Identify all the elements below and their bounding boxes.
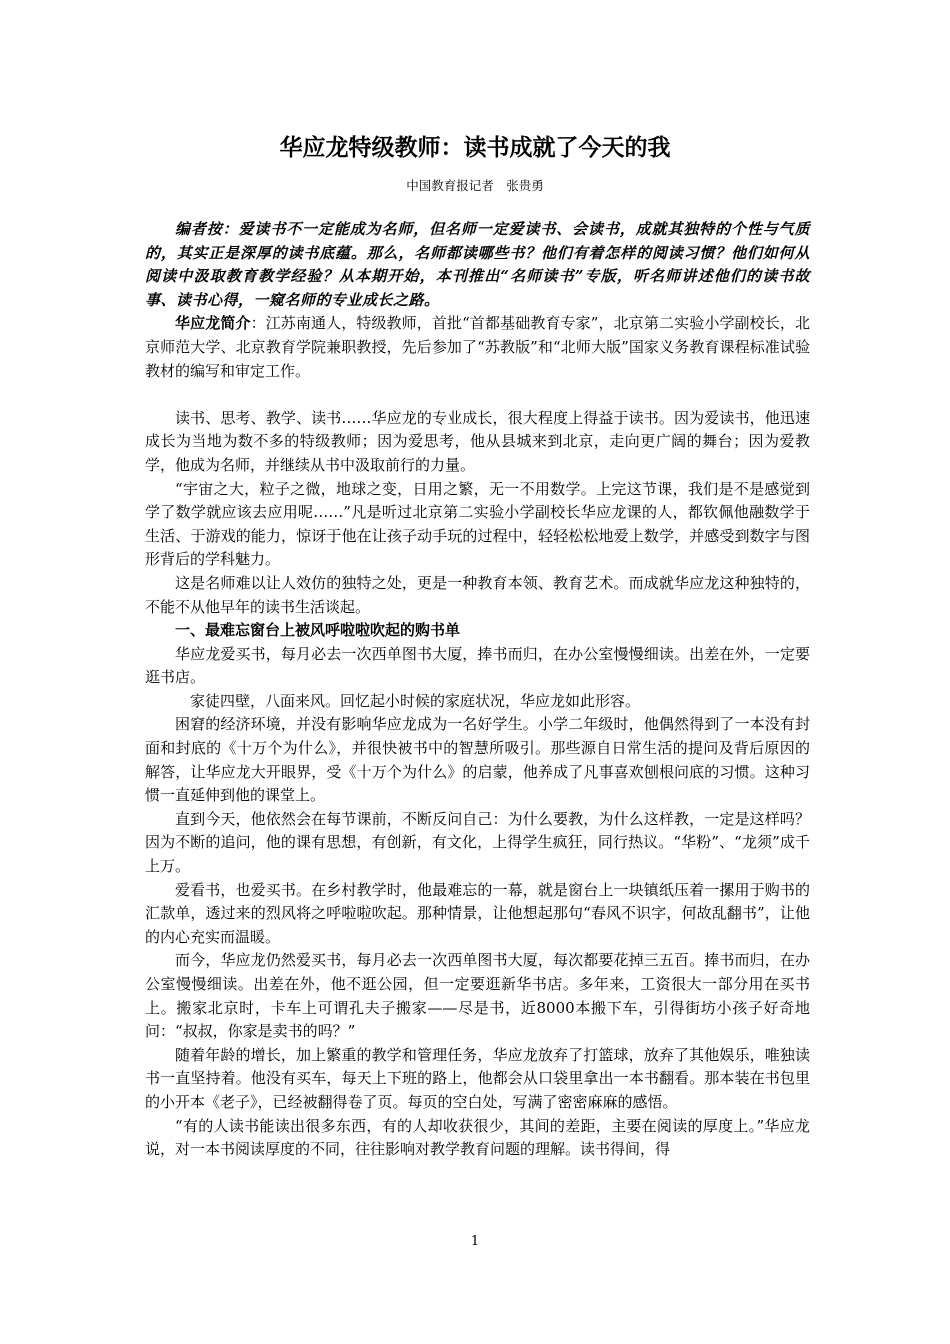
article-body bbox=[145, 218, 810, 1162]
paragraph-gap bbox=[145, 383, 810, 407]
page-number: 1 bbox=[470, 1234, 480, 1249]
paragraph: 而今，华应龙仍然爱买书，每月必去一次西单图书大厦，每次都要花掉三五百。捧书而归，在办公室慢慢细读。出差在外，他不逛公园，但一定要逛新华书店。多年来，工资很大一部分用在买书上。搬家北京时，卡车上可谓孔夫子搬家——尽是书，近8000本搬下车，引得街坊小孩子好奇地问：“叔叔，你家是卖书的吗？” bbox=[145, 951, 810, 1041]
paragraph: “有的人读书能读出很多东西，有的人却收获很少，其间的差距，主要在阅读的厚度上。”华应龙说，对一本书阅读厚度的不同，往往影响对教学教育问题的理解。读书得间，得 bbox=[145, 1116, 810, 1159]
paragraph: 读书、思考、教学、读书……华应龙的专业成长，很大程度上得益于读书。因为爱读书，他迅速成长为当地为数不多的特级教师；因为爱思考，他从县城来到北京，走向更广阔的舞台；因为爱教学，他成为名师，并继续从书中汲取前行的力量。 bbox=[145, 408, 810, 474]
paragraph: 直到今天，他依然会在每节课前，不断反问自己：为什么要教，为什么这样教，一定是这样吗？因为不断的追问，他的课有思想，有创新，有文化，上得学生疯狂，同行热议。“华粉”、“龙须”成千上万。 bbox=[145, 809, 810, 876]
paragraph: “宇宙之大，粒子之微，地球之变，日用之繁，无一不用数学。上完这节课，我们是不是感觉到学了数学就应该去应用呢……”凡是听过北京第二实验小学副校长华应龙课的人，都钦佩他融数学于生活、于游戏的能力，惊讶于他在让孩子动手玩的过程中，轻轻松松地爱上数学，并感受到数字与图形背后的学科魅力。 bbox=[145, 479, 810, 569]
paragraph: 家徒四壁，八面来风。回忆起小时候的家庭状况，华应龙如此形容。 bbox=[190, 691, 641, 710]
paragraph: 这是名师难以让人效仿的独特之处，更是一种教育本领、教育艺术。而成就华应龙这种独特的，不能不从他早年的读书生活谈起。 bbox=[145, 573, 810, 616]
author-intro bbox=[145, 312, 810, 383]
paragraph: 困窘的经济环境，并没有影响华应龙成为一名好学生。小学二年级时，他偶然得到了一本没有封面和封底的《十万个为什么》，并很快被书中的智慧所吸引。那些源自日常生活的提问及背后原因的解答，让华应龙大开眼界，受《十万个为什么》的启蒙，他养成了凡事喜欢刨根问底的习惯。这种习惯一直延伸到他的课堂上。 bbox=[145, 715, 810, 805]
editor-note bbox=[145, 218, 810, 312]
editor-note-label: 编者按： bbox=[175, 220, 239, 238]
author-intro-label: 华应龙简介 bbox=[175, 314, 251, 333]
author-intro-text: ：江苏南通人，特级教师，首批“首都基础教育专家”，北京第二实验小学副校长，北京师范大学、北京教育学院兼职教授，先后参加了“苏教版”和“北师大版”国家义务教育课程标准试验教材的编写和审定工作。 bbox=[145, 314, 810, 380]
paragraph: 华应龙爱买书，每月必去一次西单图书大厦，捧书而归，在办公室慢慢细读。出差在外，一定要逛书店。 bbox=[145, 644, 810, 687]
article-byline: 中国教育报记者 张贵勇 bbox=[406, 178, 544, 193]
paragraph: 随着年龄的增长，加上繁重的教学和管理任务，华应龙放弃了打篮球，放弃了其他娱乐，唯独读书一直坚持着。他没有买车，每天上下班的路上，他都会从口袋里拿出一本书翻看。那本装在书包里的小开本《老子》，已经被翻得卷了页。每页的空白处，写满了密密麻麻的感悟。 bbox=[145, 1045, 810, 1111]
paragraph: 爱看书，也爱买书。在乡村教学时，他最难忘的一幕，就是窗台上一块镇纸压着一摞用于购书的汇款单，透过来的烈风将之呼啦啦吹起。那种情景，让他想起那句“春风不识字，何故乱翻书”，让他的内心充实而温暖。 bbox=[145, 880, 810, 946]
editor-note-text: 爱读书不一定能成为名师，但名师一定爱读书、会读书，成就其独特的个性与气质的，其实正是深厚的读书底蕴。那么，名师都读哪些书？他们有着怎样的阅读习惯？他们如何从阅读中汲取教育教学经验？从本期开始，本刊推出“名师读书”专版，听名师讲述他们的读书故事、读书心得，一窥名师的专业成长之路。 bbox=[145, 220, 810, 309]
section-heading: 一、最难忘窗台上被风呼啦啦吹起的购书单 bbox=[175, 621, 461, 640]
article-title: 华应龙特级教师：读书成就了今天的我 bbox=[279, 135, 671, 161]
